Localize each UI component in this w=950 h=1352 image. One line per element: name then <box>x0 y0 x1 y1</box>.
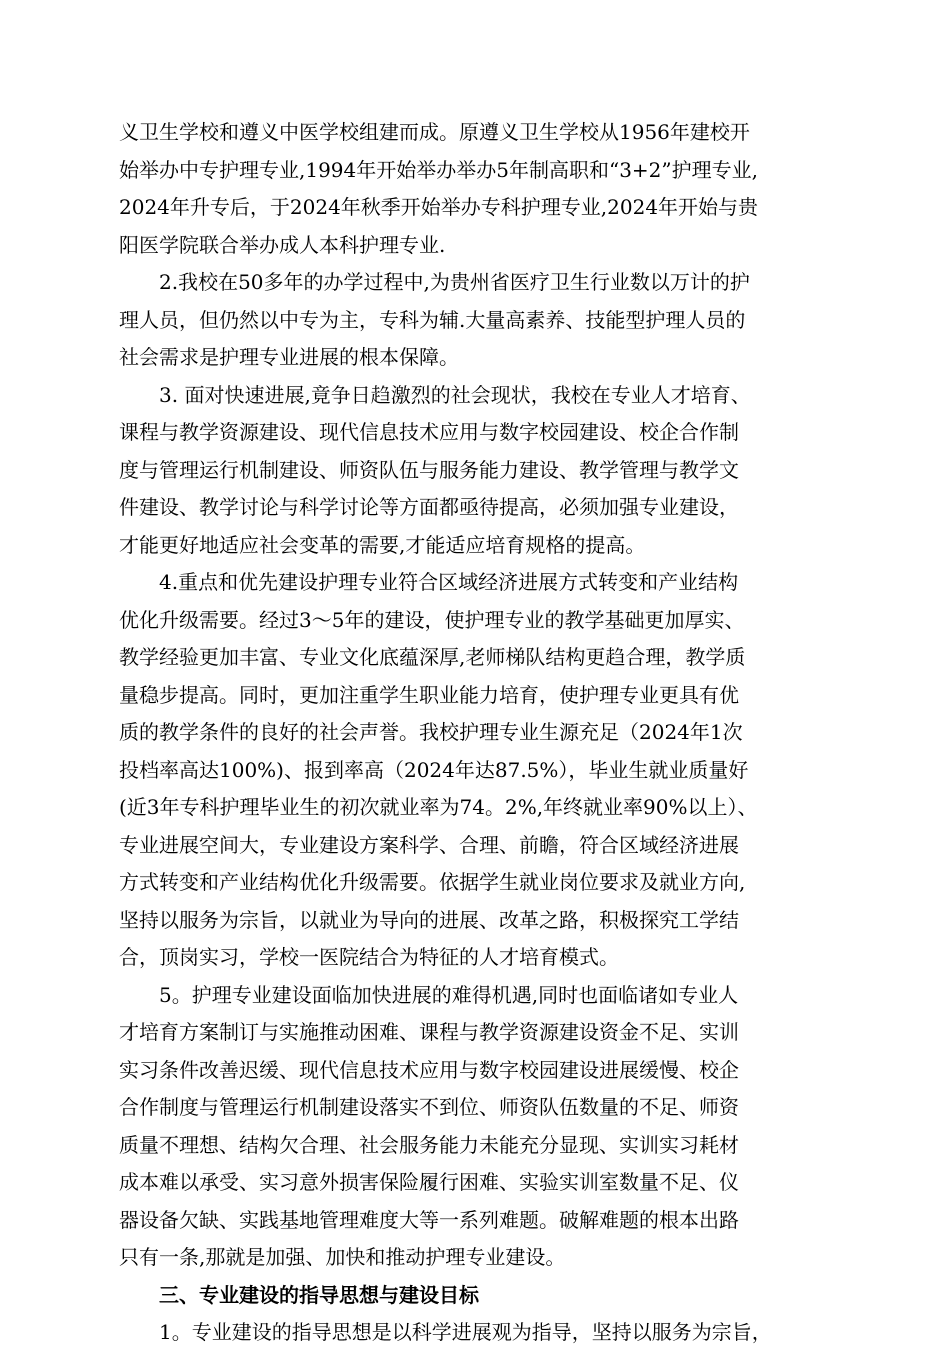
paragraph-4-line-5: 质的教学条件的良好的社会声誉。我校护理专业生源充足（2024年1次 <box>119 720 743 744</box>
paragraph-3-line-5: 才能更好地适应社会变革的需要,才能适应培育规格的提高。 <box>119 532 646 557</box>
paragraph-2-line-1: 2.我校在50多年的办学过程中,为贵州省医疗卫生行业数以万计的护 <box>159 270 750 294</box>
paragraph-1-line-1: 义卫生学校和遵义中医学校组建而成。原遵义卫生学校从1956年建校开 <box>119 120 750 144</box>
paragraph-5-line-2: 才培育方案制订与实施推动困难、课程与教学资源建设资金不足、实训 <box>119 1020 739 1044</box>
paragraph-5-line-4: 合作制度与管理运行机制建设落实不到位、师资队伍数量的不足、师资 <box>119 1095 739 1119</box>
paragraph-5-line-8: 只有一条,那就是加强、加快和推动护理专业建设。 <box>119 1245 566 1269</box>
paragraph-3-line-2: 课程与教学资源建设、现代信息技术应用与数字校园建设、校企合作制 <box>119 420 739 444</box>
paragraph-4-line-4: 量稳步提高。同时，更加注重学生职业能力培育，使护理专业更具有优 <box>119 682 739 707</box>
paragraph-4-line-9: 方式转变和产业结构优化升级需要。依据学生就业岗位要求及就业方向, <box>119 870 746 894</box>
section-heading: 三、专业建设的指导思想与建设目标 <box>159 1282 479 1307</box>
paragraph-4-line-1: 4.重点和优先建设护理专业符合区域经济进展方式转变和产业结构 <box>159 570 739 594</box>
paragraph-4-line-3: 教学经验更加丰富、专业文化底蕴深厚,老师梯队结构更趋合理，教学质 <box>119 645 746 669</box>
paragraph-5-line-5: 质量不理想、结构欠合理、社会服务能力未能充分显现、实训实习耗材 <box>119 1132 739 1157</box>
paragraph-2-line-3: 社会需求是护理专业进展的根本保障。 <box>119 345 459 369</box>
paragraph-4-line-6: 投档率高达100%)、报到率高（2024年达87.5%），毕业生就业质量好 <box>119 757 749 782</box>
paragraph-3-line-3: 度与管理运行机制建设、师资队伍与服务能力建设、教学管理与教学文 <box>119 457 739 482</box>
paragraph-3-line-4: 件建设、教学讨论与科学讨论等方面都亟待提高，必须加强专业建设， <box>119 495 739 519</box>
paragraph-1-line-3: 2024年升专后，于2024年秋季开始举办专科护理专业,2024年开始与贵 <box>119 195 759 219</box>
paragraph-3-line-1: 3. 面对快速进展,竟争日趋激烈的社会现状，我校在专业人才培育、 <box>159 382 751 407</box>
paragraph-5-line-7: 器设备欠缺、实践基地管理难度大等一系列难题。破解难题的根本出路 <box>119 1207 739 1232</box>
document-body <box>119 114 844 1352</box>
paragraph-4-line-8: 专业进展空间大，专业建设方案科学、合理、前瞻，符合区域经济进展 <box>119 832 739 857</box>
paragraph-5-line-3: 实习条件改善迟缓、现代信息技术应用与数字校园建设进展缓慢、校企 <box>119 1057 739 1082</box>
paragraph-1-line-2: 始举办中专护理专业,1994年开始举办举办5年制高职和“3+2”护理专业, <box>119 157 758 182</box>
paragraph-1-line-4: 阳医学院联合举办成人本科护理专业. <box>119 232 446 257</box>
paragraph-5-line-1: 5。护理专业建设面临加快进展的难得机遇,同时也面临诸如专业人 <box>159 982 739 1007</box>
paragraph-4-line-2: 优化升级需要。经过3～5年的建设，使护理专业的教学基础更加厚实、 <box>119 607 745 632</box>
paragraph-4-line-7: (近3年专科护理毕业生的初次就业率为74。2%,年终就业率90%以上）、 <box>119 795 758 819</box>
paragraph-5-line-6: 成本难以承受、实习意外损害保险履行困难、实验实训室数量不足、仪 <box>119 1170 739 1194</box>
paragraph-4-line-11: 合，顶岗实习，学校一医院结合为特征的人才培育模式。 <box>119 945 619 969</box>
paragraph-4-line-10: 坚持以服务为宗旨，以就业为导向的进展、改革之路，积极探究工学结 <box>119 907 739 932</box>
paragraph-2-line-2: 理人员，但仍然以中专为主，专科为辅.大量高素养、技能型护理人员的 <box>119 307 746 332</box>
paragraph-6-line-1: 1。专业建设的指导思想是以科学进展观为指导，坚持以服务为宗旨， <box>159 1320 772 1344</box>
